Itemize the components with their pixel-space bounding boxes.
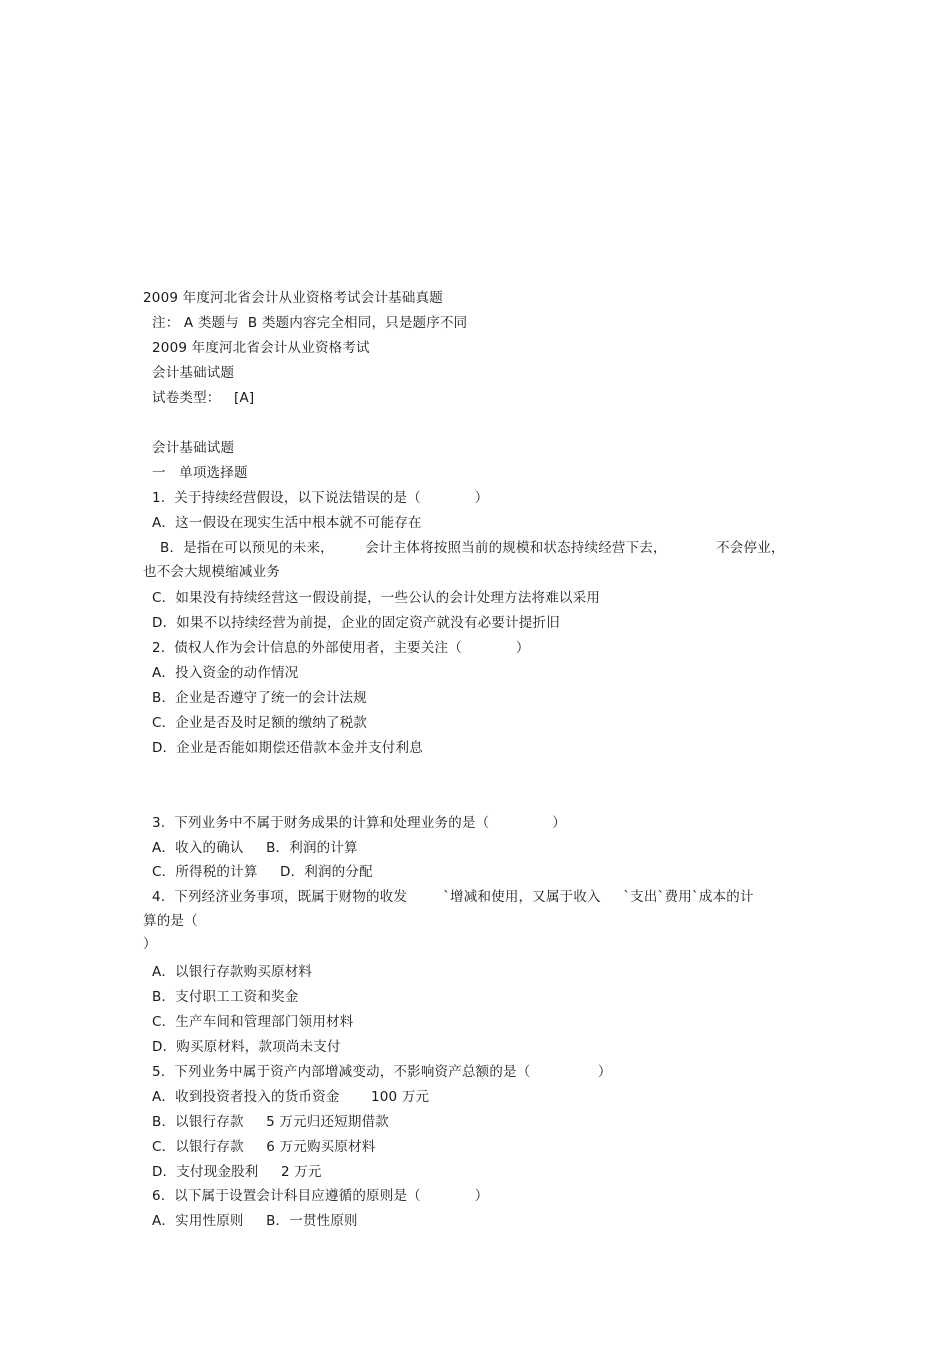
question-1: 1. 关于持续经营假设，以下说法错误的是（ ） [152,490,489,506]
question-4-option-b: B．支付职工工资和奖金 [152,989,299,1005]
question-2-option-c: C．企业是否及时足额的缴纳了税款 [152,715,368,731]
question-1-option-a: A．这一假设在现实生活中根本就不可能存在 [152,515,422,531]
question-2-option-a: A．投入资金的动作情况 [152,665,299,681]
section-title: 会计基础试题 [152,440,235,456]
question-6-options-ab: A．实用性原则 B．一贯性原则 [152,1213,358,1229]
question-4-cont: 算的是（ [143,913,198,929]
subtitle-year: 2009 年度河北省会计从业资格考试 [152,340,370,356]
question-1-option-b: B．是指在可以预见的未来， 会计主体将按照当前的规模和状态持续经营下去， 不会停业， [160,540,785,556]
question-2-option-b: B．企业是否遵守了统一的会计法规 [152,690,367,706]
question-1-option-b-cont: 也不会大规模缩减业务 [143,564,280,580]
subtitle-exam: 会计基础试题 [152,365,235,381]
question-5-option-d: D．支付现金股利 2 万元 [152,1164,322,1180]
question-5-option-b: B．以银行存款 5 万元归还短期借款 [152,1114,389,1130]
document-title: 2009 年度河北省会计从业资格考试会计基础真题 [143,290,443,306]
question-2-option-d: D．企业是否能如期偿还借款本金并支付利息 [152,740,423,756]
section-single-choice: 一 单项选择题 [152,465,248,481]
question-4-option-a: A．以银行存款购买原材料 [152,964,313,980]
question-3-options-ab: A．收入的确认 B．利润的计算 [152,840,358,856]
question-1-option-d: D．如果不以持续经营为前提，企业的固定资产就没有必要计提折旧 [152,615,560,631]
question-5-option-c: C．以银行存款 6 万元购买原材料 [152,1139,376,1155]
question-4-option-d: D．购买原材料，款项尚未支付 [152,1039,341,1055]
question-1-option-c: C．如果没有持续经营这一假设前提，一些公认的会计处理方法将难以采用 [152,590,601,606]
question-2: 2. 债权人作为会计信息的外部使用者，主要关注（ ） [152,640,530,656]
paper-type: 试卷类型： [A] [152,390,255,406]
question-4: 4. 下列经济业务事项，既属于财物的收发 `增减和使用，又属于收入 `支出`费用`成本的计 [152,889,754,905]
note-text: 注： A 类题与 B 类题内容完全相同，只是题序不同 [152,315,468,331]
question-6: 6. 以下属于设置会计科目应遵循的原则是（ ） [152,1188,489,1204]
question-4-close-paren: ） [143,936,157,952]
question-4-option-c: C．生产车间和管理部门领用材料 [152,1014,354,1030]
question-3: 3. 下列业务中不属于财务成果的计算和处理业务的是（ ） [152,815,566,831]
question-3-options-cd: C．所得税的计算 D．利润的分配 [152,864,373,880]
question-5-option-a: A．收到投资者投入的货币资金 100 万元 [152,1089,430,1105]
question-5: 5. 下列业务中属于资产内部增减变动，不影响资产总额的是（ ） [152,1064,612,1080]
